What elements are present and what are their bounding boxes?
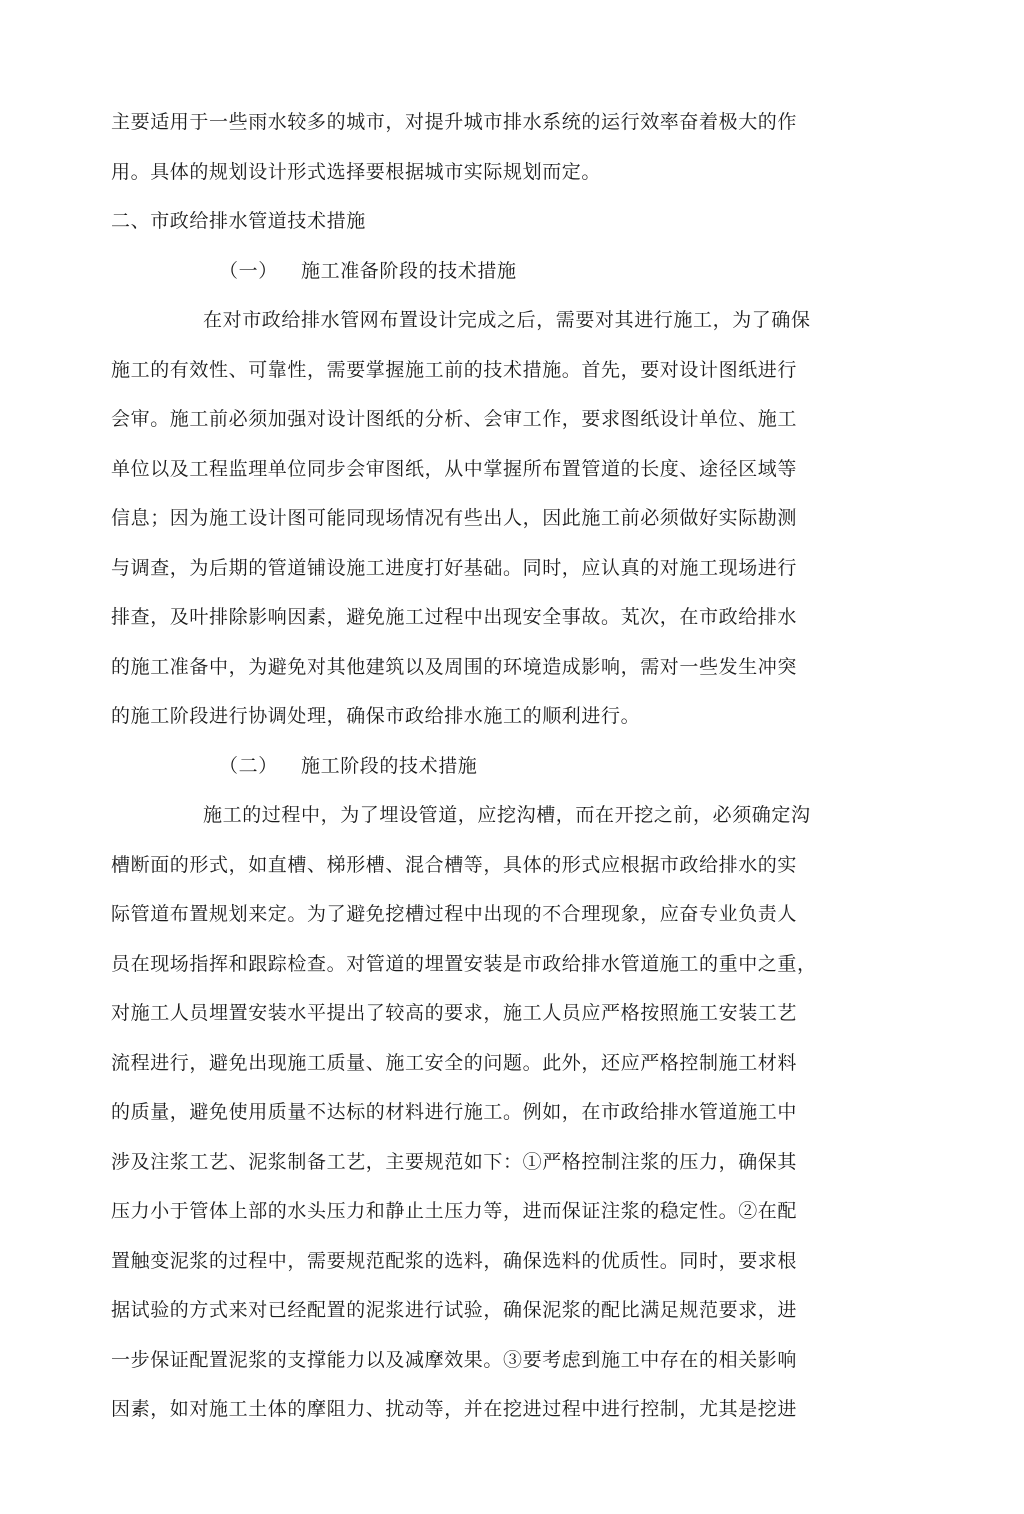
text-line: 主要适用于一些雨水较多的城市，对提升城市排水系统的运行效率奋着极大的作 <box>111 111 798 133</box>
text-line: 涉及注浆工艺、泥浆制备工艺，主要规范如下：①严格控制注浆的压力，确保其 <box>111 1150 798 1173</box>
text-line: 因素，如对施工土体的摩阻力、扰动等，并在挖进过程中进行控制，尤其是挖进 <box>111 1398 798 1420</box>
text-line: 会审。施工前必须加强对设计图纸的分析、会审工作，要求图纸设计单位、施工 <box>111 408 798 430</box>
subsection-title: 施工准备阶段的技术措施 <box>301 259 517 282</box>
text-line: 际管道布置规划来定。为了避免挖槽过程中出现的不合理现象，应奋专业负责人 <box>111 903 798 925</box>
paragraph-preparation <box>111 296 856 742</box>
text-line: 流程进行，避免出现施工质量、施工安全的问题。此外，还应严格控制施工材料 <box>111 1051 798 1074</box>
text-line: 槽断面的形式，如直槽、梯形槽、混合槽等，具体的形式应根据市政给排水的实 <box>111 853 798 876</box>
subsection-title: 施工阶段的技术措施 <box>301 754 478 777</box>
text-line: 排查，及叶排除影响因素，避免施工过程中出现安全事故。芄次，在市政给排水 <box>111 606 798 628</box>
text-line: 在对市政给排水管网布置设计完成之后，需要对其进行施工，为了确保 <box>203 309 811 331</box>
text-line: 信息；因为施工设计图可能同现场情况有些出人，因此施工前必须做好实际勘测 <box>111 507 798 529</box>
text-line: 用。具体的规划设计形式选择要根据城市实际规划而定。 <box>111 160 602 183</box>
text-line: 与调查，为后期的管道铺设施工进度打好基础。同时，应认真的对施工现场进行 <box>111 556 798 579</box>
subsection-heading-2 <box>111 742 856 792</box>
section-heading: 二、市政给排水管道技术措施 <box>111 210 366 232</box>
text-line: 员在现场指挥和跟踪检查。对管道的埋置安装是市政给排水管道施工的重中之重， <box>111 952 817 975</box>
text-line: 施工的过程中，为了埋设管道，应挖沟槽，而在开挖之前，必须确定沟 <box>203 804 811 826</box>
paragraph-construction <box>111 791 856 1435</box>
text-line: 置触变泥浆的过程中，需要规范配浆的选料，确保选料的优质性。同时，要求根 <box>111 1249 798 1272</box>
subsection-number: （二） <box>219 754 278 777</box>
text-line: 施工的有效性、可靠性，需要掌握施工前的技术措施。首先，要对设计图纸进行 <box>111 358 798 381</box>
text-line: 的施工准备中，为避免对其他建筑以及周围的环境造成影响，需对一些发生冲突 <box>111 655 798 678</box>
subsection-heading-1 <box>111 247 856 297</box>
text-line: 的施工阶段进行协调处理，确保市政给排水施工的顺利进行。 <box>111 705 641 727</box>
text-line: 单位以及工程监理单位同步会审图纸，从中掌握所布置管道的长度、途径区域等 <box>111 457 798 480</box>
text-line: 一步保证配置泥浆的支撑能力以及减摩效果。③要考虑到施工中存在的相关影响 <box>111 1348 798 1371</box>
intro-paragraph <box>111 98 856 197</box>
text-line: 压力小于管体上部的水头压力和静止土压力等，进而保证注浆的稳定性。②在配 <box>111 1200 798 1222</box>
text-line: 对施工人员埋置安装水平提出了较高的要求，施工人员应严格按照施工安装工艺 <box>111 1002 798 1024</box>
text-line: 的质量，避免使用质量不达标的材料进行施工。例如，在市政给排水管道施工中 <box>111 1101 798 1123</box>
subsection-number: （一） <box>219 259 278 282</box>
text-line: 据试验的方式来对已经配置的泥浆进行试验，确保泥浆的配比满足规范要求，进 <box>111 1299 798 1321</box>
